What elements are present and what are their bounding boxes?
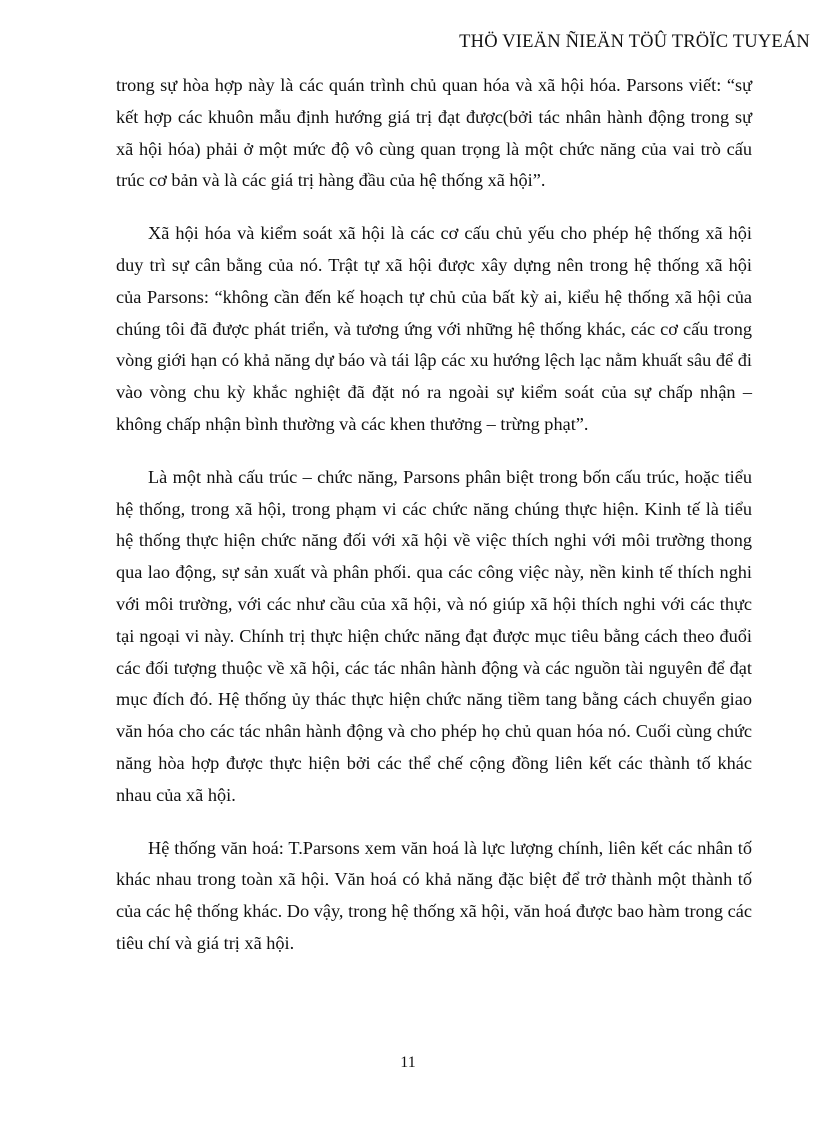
paragraph-continuation: trong sự hòa hợp này là các quán trình chủ quan hóa và xã hội hóa. Parsons viết: “sự kết hợp các khuôn mẫu định hướng giá trị đạt được(bởi tác nhân hành động trong sự xã hội hóa) phải ở một mức độ vô cùng quan trọng là một chức năng của vai trò cấu trúc cơ bản và là các giá trị hàng đầu của hệ thống xã hội”.: [116, 75, 752, 191]
page-number: 11: [400, 1054, 416, 1071]
paragraph-culture-system: Hệ thống văn hoá: T.Parsons xem văn hoá là lực lượng chính, liên kết các nhân tố khác nhau trong toàn xã hội. Văn hoá có khả năng đặc biệt để trở thành một thành tố của các hệ thống khác. Do vậy, trong hệ thống xã hội, văn hoá được bao hàm trong các tiêu chí và giá trị xã hội.: [116, 837, 752, 953]
body-text: [116, 70, 752, 960]
paragraph-structural-functionalism: Là một nhà cấu trúc – chức năng, Parsons phân biệt trong bốn cấu trúc, hoặc tiểu hệ thống, trong xã hội, trong phạm vi các chức năng chúng thực hiện. Kinh tế là tiểu hệ thống thực hiện chức năng đối với xã hội về việc thích nghi với môi trường thong qua lao động, sự sản xuất và phân phối. qua các công việc này, nền kinh tế thích nghi với môi trường, với các như cầu của xã hội, và nó giúp xã hội thích nghi với các thực tại ngoại vi này. Chính trị thực hiện chức năng đạt được mục tiêu bằng cách theo đuổi các đối tượng thuộc về xã hội, các tác nhân hành động và các nguồn tài nguyên để đạt mục đích đó. Hệ thống ủy thác thực hiện chức năng tiềm tang bằng cách chuyển giao văn hóa cho các tác nhân hành động và cho phép họ chủ quan hóa nó. Cuối cùng chức năng hòa hợp được thực hiện bởi các thể chế cộng đồng liên kết các thành tố khác nhau của xã hội.: [116, 466, 752, 805]
paragraph-social-control: Xã hội hóa và kiểm soát xã hội là các cơ cấu chủ yếu cho phép hệ thống xã hội duy trì sự cân bằng của nó. Trật tự xã hội được xây dựng nên trong hệ thống xã hội của Parsons: “không cần đến kế hoạch tự chủ của bất kỳ ai, kiểu hệ thống xã hội của chúng tôi đã được phát triển, và tương ứng với những hệ thống khác, các cơ cấu trong vòng giới hạn có khả năng dự báo và tái lập các xu hướng lệch lạc nằm khuất sâu để đi vào vòng chu kỳ khắc nghiệt đã đặt nó ra ngoài sự kiểm soát của sự chấp nhận – không chấp nhận bình thường và các khen thưởng – trừng phạt”.: [116, 223, 752, 434]
page-header-title: THÖ VIEÄN ÑIEÄN TÖÛ TRÖÏC TUYEÁN: [459, 32, 810, 52]
